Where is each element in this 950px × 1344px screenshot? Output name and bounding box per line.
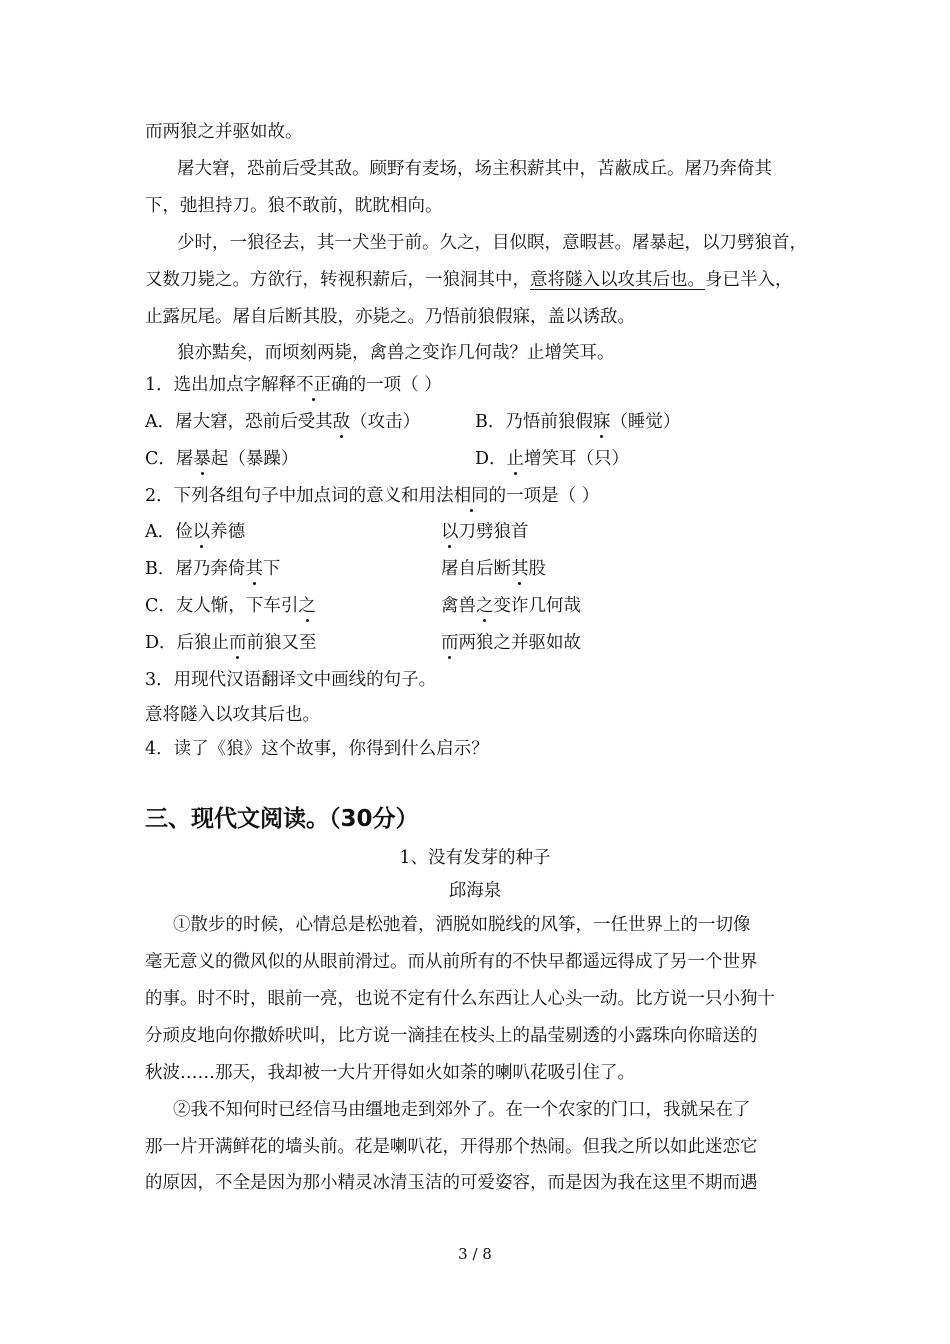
question-3-stem: 3．用现代汉语翻译文中画线的句子。 [145,670,437,690]
option-b: B．乃悟前狼假寐（睡觉） [475,412,681,432]
dotted-word: 不正 [296,375,332,395]
question-2-option-b: B．屠乃奔倚其下 屠自后断其股 [145,559,546,579]
page-number: 3 / 8 [458,1245,492,1263]
question-1-stem: 1．选出加点字解释不正确的一项（ ） [145,375,442,395]
question-2-option-a: A．俭以养德 以刀劈狼首 [145,522,529,542]
passage-line: 屠大窘，恐前后受其敌。顾野有麦场，场主积薪其中，苫蔽成丘。屠乃奔倚其 [177,159,772,179]
option-c: C．屠暴起（暴躁） [145,449,299,469]
article-line: 的原因，不全是因为那小精灵冰清玉洁的可爱姿容，而是因为我在这里不期而遇 [145,1173,758,1193]
article-line: 那一片开满鲜花的墙头前。花是喇叭花，开得那个热闹。但我之所以如此迷恋它 [145,1137,758,1157]
question-2-option-d: D．后狼止而前狼又至 而两狼之并驱如故 [145,633,581,653]
question-3-sentence: 意将隧入以攻其后也。 [145,705,320,725]
passage-line: 狼亦黠矣，而顷刻两毙，禽兽之变诈几何哉？止增笑耳。 [177,343,615,363]
section-heading: 三、现代文阅读。（30分） [145,806,419,832]
article-title: 1、没有发芽的种子 [399,848,551,868]
article-line: ②我不知何时已经信马由缰地走到郊外了。在一个农家的门口，我就呆在了 [173,1100,751,1120]
underlined-sentence: 意将隧入以攻其后也。 [530,270,705,290]
article-author: 邱海泉 [448,881,502,901]
passage-line: 止露尻尾。屠自后断其股，亦毙之。乃悟前狼假寐，盖以诱敌。 [145,307,635,327]
question-2-option-c: C．友人惭，下车引之 禽兽之变诈几何哉 [145,596,581,616]
article-line: ①散步的时候，心情总是松弛着，洒脱如脱线的风筝，一任世界上的一切像 [173,915,751,935]
question-1-options-ab [145,411,845,433]
passage-line: 又数刀毙之。方欲行，转视积薪后，一狼洞其中，意将隧入以攻其后也。身已半入， [145,270,793,290]
article-line: 的事。时不时，眼前一亮，也说不定有什么东西让人心头一动。比方说一只小狗十 [145,989,775,1009]
passage-line: 少时，一狼径去，其一犬坐于前。久之，目似瞑，意暇甚。屠暴起，以刀劈狼首， [177,233,807,253]
question-1-options-cd [145,448,845,470]
article-line: 秋波……那天，我却被一大片开得如火如荼的喇叭花吸引住了。 [145,1063,635,1083]
passage-line: 下，弛担持刀。狼不敢前，眈眈相向。 [145,196,443,216]
question-4-stem: 4．读了《狼》这个故事，你得到什么启示？ [145,739,489,759]
passage-line: 而两狼之并驱如故。 [145,122,303,142]
article-line: 分顽皮地向你撒娇吠叫，比方说一滴挂在枝头上的晶莹剔透的小露珠向你暗送的 [145,1026,758,1046]
option-d: D．止增笑耳（只） [475,449,630,469]
option-a: A．屠大窘，恐前后受其敌（攻击） [145,412,421,432]
question-2-stem: 2．下列各组句子中加点词的意义和用法相同的一项是（ ） [145,486,600,506]
article-line: 毫无意义的微风似的从眼前滑过。而从前所有的不快早都遥远得成了另一个世界 [145,952,758,972]
